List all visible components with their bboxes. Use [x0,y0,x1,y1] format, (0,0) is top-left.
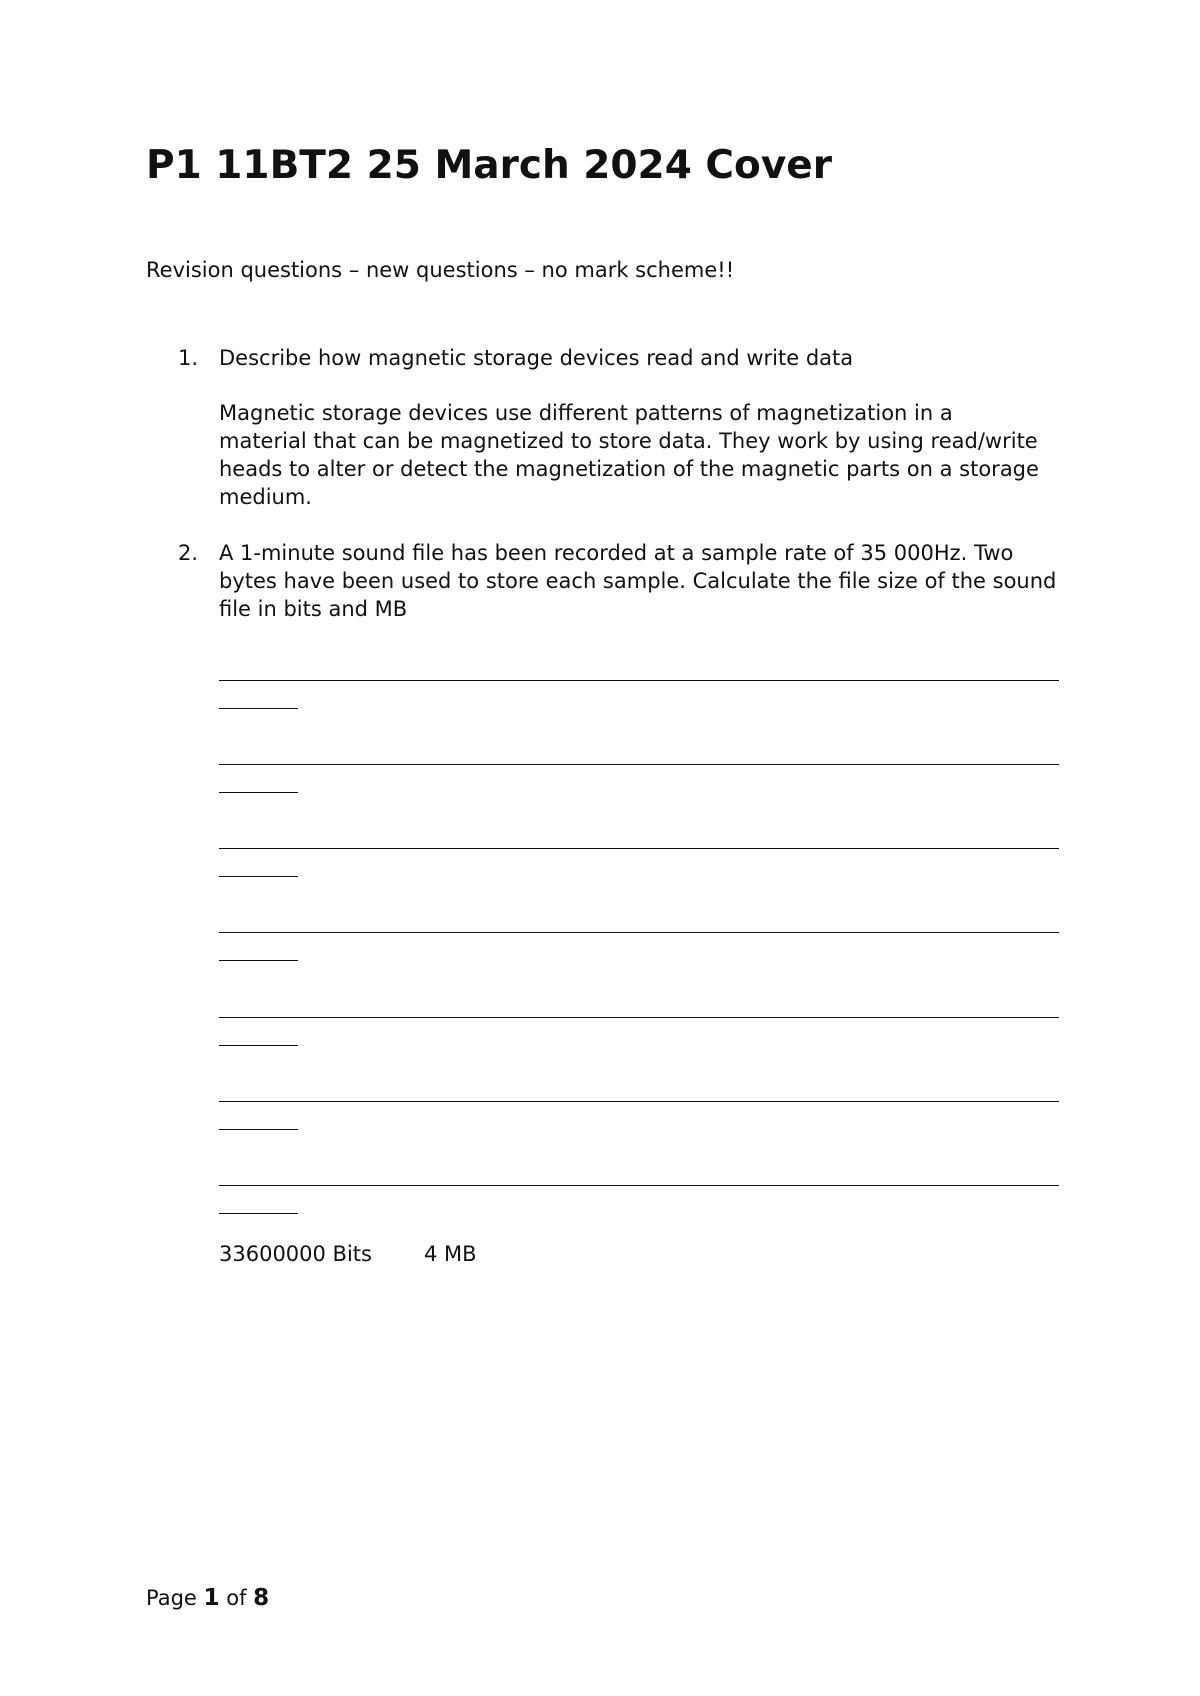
answer-bits: 33600000 Bits [219,1242,372,1266]
answer-line[interactable] [219,1101,1059,1102]
answer-line[interactable] [219,764,1059,765]
page-total: 8 [253,1585,270,1611]
answer-line[interactable] [219,932,1059,933]
question-2-number: 2. [178,541,199,565]
question-2-text: A 1-minute sound file has been recorded at a sample rate of 35 000Hz. Two bytes have been used to store each sample. Calculate the file size of the sound file in bits and MB [219,541,1057,621]
answer-mb: 4 MB [423,1242,477,1266]
question-1-text: Describe how magnetic storage devices read and write data [219,346,854,370]
answer-line-stub [219,792,298,793]
page-current: 1 [203,1585,220,1611]
subtitle: Revision questions – new questions – no mark scheme!! [146,258,735,282]
answer-line-stub [219,960,298,961]
answer-line[interactable] [219,1017,1059,1018]
answer-line-stub [219,1213,298,1214]
of-word: of [226,1586,247,1610]
answer-line-stub [219,708,298,709]
answer-line[interactable] [219,848,1059,849]
answer-line-stub [219,876,298,877]
question-2-answer [219,1240,477,1268]
answer-line[interactable] [219,680,1059,681]
question-1-number: 1. [178,346,199,370]
answer-line[interactable] [219,1185,1059,1186]
question-1-answer: Magnetic storage devices use different patterns of magnetization in a material that can be magnetized to store data. They work by using read/write heads to alter or detect the magnetization of the magnetic parts on a storage medium. [219,401,1039,509]
answer-line-stub [219,1129,298,1130]
page-title: P1 11BT2 25 March 2024 Cover [146,143,832,188]
answer-line-stub [219,1045,298,1046]
page-footer [146,1584,269,1612]
page-word: Page [146,1586,197,1610]
